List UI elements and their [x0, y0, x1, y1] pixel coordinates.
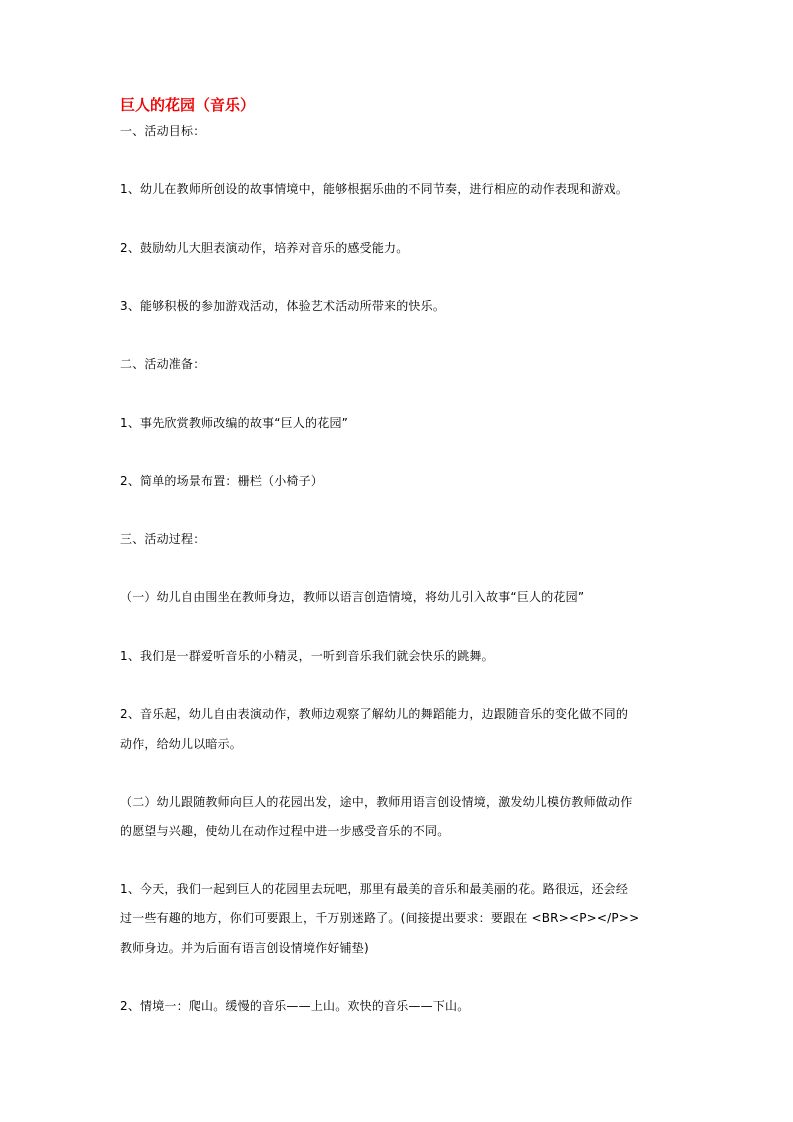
section-heading-preparation: 二、活动准备： — [120, 357, 206, 371]
paragraph-process-2-1-line-2: 过一些有趣的地方，你们可要跟上，千万别迷路了。(间接提出要求：要跟在 <BR><P></P>> — [120, 911, 640, 925]
paragraph-process-2-2: 2、情境一：爬山。缓慢的音乐——上山。欢快的音乐——下山。 — [120, 999, 470, 1013]
paragraph-process-2-1-line-1: 1、今天，我们一起到巨人的花园里去玩吧，那里有最美的音乐和最美丽的花。路很远，还会经 — [120, 882, 629, 896]
paragraph-process-part-1: （一）幼儿自由围坐在教师身边，教师以语言创造情境，将幼儿引入故事“巨人的花园” — [120, 590, 585, 604]
paragraph-process-part-2-line-2: 的愿望与兴趣，使幼儿在动作过程中进一步感受音乐的不同。 — [120, 824, 450, 838]
paragraph-process-1-2-line-1: 2、音乐起，幼儿自由表演动作，教师边观察了解幼儿的舞蹈能力，边跟随音乐的变化做不同的 — [120, 707, 629, 721]
paragraph-process-1-1: 1、我们是一群爱听音乐的小精灵，一听到音乐我们就会快乐的跳舞。 — [120, 649, 494, 663]
document-title: 巨人的花园（音乐） — [120, 96, 256, 114]
paragraph-goal-2: 2、鼓励幼儿大胆表演动作，培养对音乐的感受能力。 — [120, 241, 409, 255]
paragraph-goal-3: 3、能够积极的参加游戏活动，体验艺术活动所带来的快乐。 — [120, 299, 446, 313]
paragraph-process-1-2-line-2: 动作，给幼儿以暗示。 — [120, 737, 243, 751]
section-heading-goals: 一、活动目标： — [120, 124, 206, 138]
paragraph-prep-1: 1、事先欣赏教师改编的故事“巨人的花园” — [120, 416, 349, 430]
paragraph-goal-1: 1、幼儿在教师所创设的故事情境中，能够根据乐曲的不同节奏，进行相应的动作表现和游戏。 — [120, 182, 629, 196]
paragraph-prep-2: 2、简单的场景布置：栅栏（小椅子） — [120, 474, 324, 488]
paragraph-process-part-2-line-1: （二）幼儿跟随教师向巨人的花园出发，途中，教师用语言创设情境，激发幼儿模仿教师做动作 — [120, 795, 633, 809]
section-heading-process: 三、活动过程： — [120, 532, 206, 546]
paragraph-process-2-1-line-3: 教师身边。并为后面有语言创设情境作好铺垫) — [120, 941, 369, 955]
